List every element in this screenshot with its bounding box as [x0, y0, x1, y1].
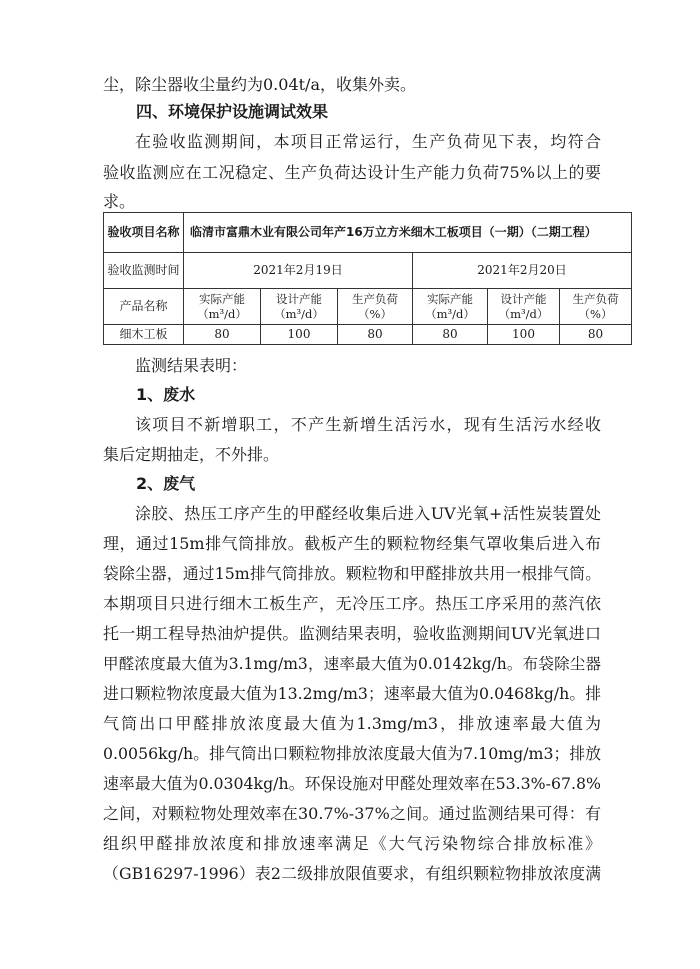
project-name-value: 临清市富鼎木业有限公司年产16万立方米细木工板项目（一期）（二期工程）: [184, 213, 632, 253]
wastegas-line-11: 之间，对颗粒物处理效率在30.7%-37%之间。通过监测结果可得：有: [103, 804, 601, 823]
results-intro: 监测结果表明：: [135, 356, 248, 375]
production-load-cell: 80: [560, 325, 632, 345]
date-1: 2021年2月19日: [184, 253, 413, 289]
design-capacity-cell: 100: [261, 325, 338, 345]
wastegas-line-4: 本期项目只进行细木工板生产，无冷压工序。热压工序采用的蒸汽依: [103, 594, 601, 613]
intro-line-1: 在验收监测期间，本项目正常运行，生产负荷见下表，均符合: [135, 132, 601, 151]
wastegas-line-10: 速率最大值为0.0304kg/h。环保设施对甲醛处理效率在53.3%-67.8%: [103, 774, 601, 793]
col-actual-capacity: 实际产能（m³/d）: [184, 289, 261, 325]
table-row: [104, 213, 632, 253]
col-design-capacity: 设计产能（m³/d）: [261, 289, 338, 325]
col-design-capacity: 设计产能（m³/d）: [488, 289, 560, 325]
table-row: [104, 253, 632, 289]
actual-capacity-cell: 80: [184, 325, 261, 345]
intro-line-2: 验收监测应在工况稳定、生产负荷达设计生产能力负荷75%以上的要: [103, 163, 601, 182]
intro-line-3: 求。: [103, 192, 136, 211]
monitoring-time-label: 验收监测时间: [104, 253, 184, 289]
wastewater-line-2: 集后定期抽走，不外排。: [103, 445, 280, 464]
production-load-cell: 80: [338, 325, 413, 345]
wastegas-line-2: 理，通过15m排气筒排放。截板产生的颗粒物经集气罩收集后进入布: [103, 534, 601, 553]
wastegas-line-3: 袋除尘器，通过15m排气筒排放。颗粒物和甲醛排放共用一根排气筒。: [103, 564, 601, 583]
wastegas-line-7: 进口颗粒物浓度最大值为13.2mg/m3；速率最大值为0.0468kg/h。排: [103, 684, 601, 703]
wastegas-line-5: 托一期工程导热油炉提供。监测结果表明，验收监测期间UV光氧进口: [103, 624, 601, 643]
wastegas-line-8: 气筒出口甲醛排放浓度最大值为1.3mg/m3，排放速率最大值为: [103, 714, 601, 733]
subsection-wastegas: 2、废气: [136, 474, 196, 493]
table-row: [104, 325, 632, 345]
wastewater-line-1: 该项目不新增职工，不产生新增生活污水，现有生活污水经收: [135, 415, 601, 434]
col-production-load: 生产负荷（%）: [560, 289, 632, 325]
date-2: 2021年2月20日: [413, 253, 632, 289]
product-name-label: 产品名称: [104, 289, 184, 325]
col-production-load: 生产负荷（%）: [338, 289, 413, 325]
project-name-label: 验收项目名称: [104, 213, 184, 253]
wastegas-line-13: （GB16297-1996）表2二级排放限值要求，有组织颗粒物排放浓度满: [103, 864, 601, 883]
subsection-wastewater: 1、废水: [136, 385, 196, 404]
product-cell: 细木工板: [104, 325, 184, 345]
text-line-top: 尘，除尘器收尘量约为0.04t/a，收集外卖。: [103, 75, 416, 94]
wastegas-line-9: 0.0056kg/h。排气筒出口颗粒物排放浓度最大值为7.10mg/m3；排放: [103, 744, 601, 763]
actual-capacity-cell: 80: [413, 325, 488, 345]
table-header-row: [104, 289, 632, 325]
production-load-table: [103, 212, 632, 345]
col-actual-capacity: 实际产能（m³/d）: [413, 289, 488, 325]
design-capacity-cell: 100: [488, 325, 560, 345]
wastegas-line-1: 涂胶、热压工序产生的甲醛经收集后进入UV光氧+活性炭装置处: [135, 504, 601, 523]
wastegas-line-6: 甲醛浓度最大值为3.1mg/m3，速率最大值为0.0142kg/h。布袋除尘器: [103, 655, 601, 673]
wastegas-line-12: 组织甲醛排放浓度和排放速率满足《大气污染物综合排放标准》: [103, 834, 601, 853]
section-title-4: 四、环境保护设施调试效果: [136, 102, 329, 121]
